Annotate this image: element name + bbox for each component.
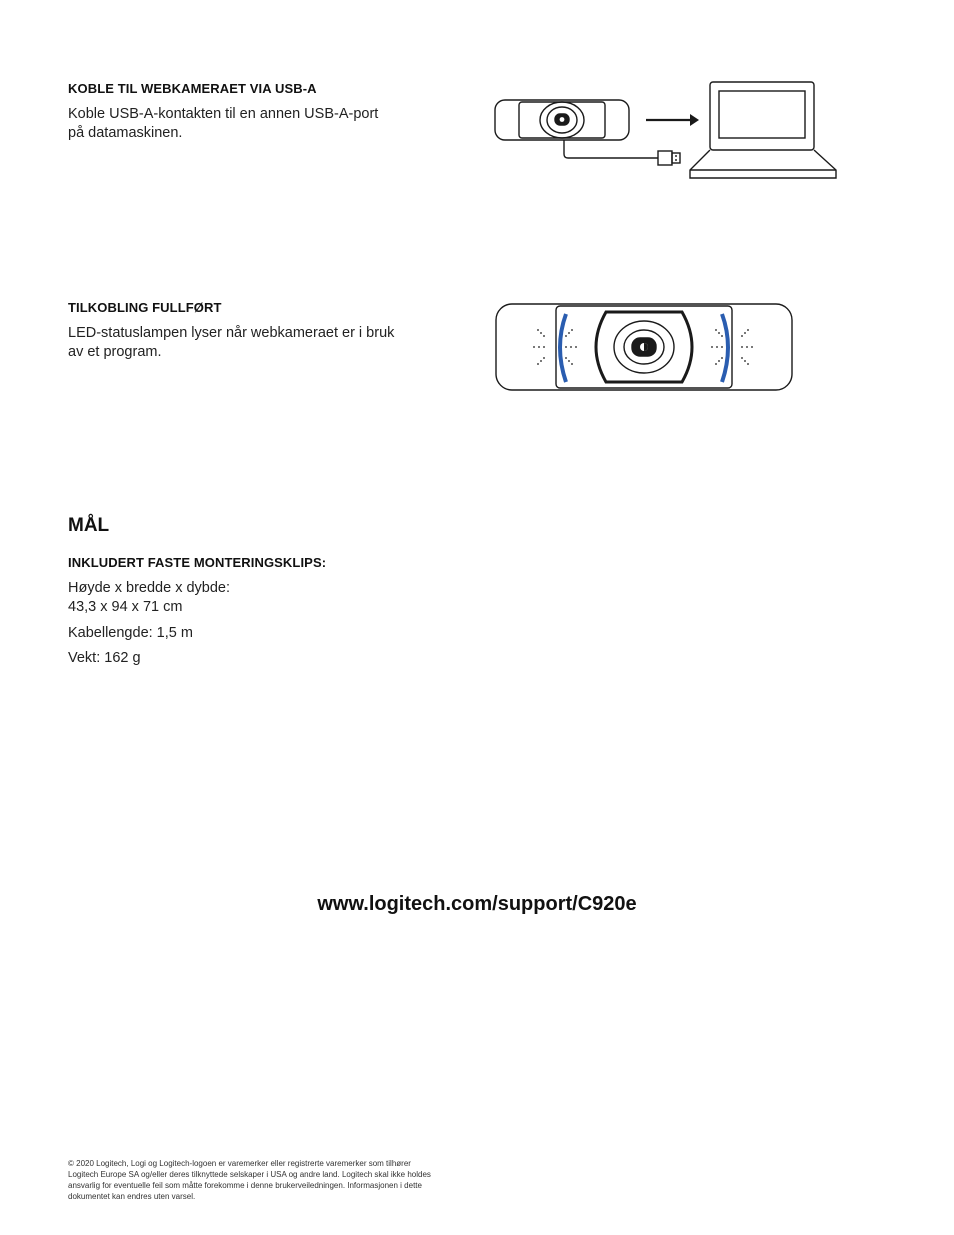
laptop-base	[690, 150, 836, 178]
webcam-led-illustration	[494, 300, 794, 394]
dimensions-title: MÅL	[68, 515, 110, 536]
usb-section-heading: KOBLE TIL WEBKAMERAET VIA USB-A	[68, 81, 317, 96]
dimensions-hwd-label: Høyde x bredde x dybde:	[68, 580, 231, 596]
connected-section-heading: TILKOBLING FULLFØRT	[68, 300, 222, 315]
dimensions-subheading: INKLUDERT FASTE MONTERINGSKLIPS:	[68, 555, 327, 570]
footer-line-2: Logitech Europe SA og/eller deres tilknyttede selskaper i USA og andre land. Logitech skal ikke holdes	[68, 1170, 431, 1179]
footer-line-3: ansvarlig for eventuelle feil som måtte forekomme i denne brukerveiledningen. Informasjonen i dette	[68, 1181, 422, 1190]
footer-line-1: © 2020 Logitech, Logi og Logitech-logoen er varemerker eller registrerte varemerker som tilhører	[68, 1159, 411, 1168]
usb-connection-illustration	[494, 80, 839, 182]
laptop-screen	[710, 82, 814, 150]
usb-cable	[564, 140, 658, 158]
dimensions-hwd-value: 43,3 x 94 x 71 cm	[68, 599, 183, 615]
connected-section-line-2: av et program.	[68, 344, 162, 360]
support-url[interactable]: www.logitech.com/support/C920e	[317, 893, 637, 915]
dimensions-weight: Vekt: 162 g	[68, 650, 141, 666]
connected-section-line-1: LED-statuslampen lyser når webkameraet er i bruk	[68, 325, 395, 341]
usb-section-line-1: Koble USB-A-kontakten til en annen USB-A-port	[68, 106, 379, 122]
dimensions-cable-length: Kabellengde: 1,5 m	[68, 625, 193, 641]
footer-legal	[68, 1158, 431, 1202]
usb-section-line-2: på datamaskinen.	[68, 125, 183, 141]
usb-a-plug	[658, 151, 672, 165]
footer-line-4: dokumentet kan endres uten varsel.	[68, 1192, 196, 1201]
